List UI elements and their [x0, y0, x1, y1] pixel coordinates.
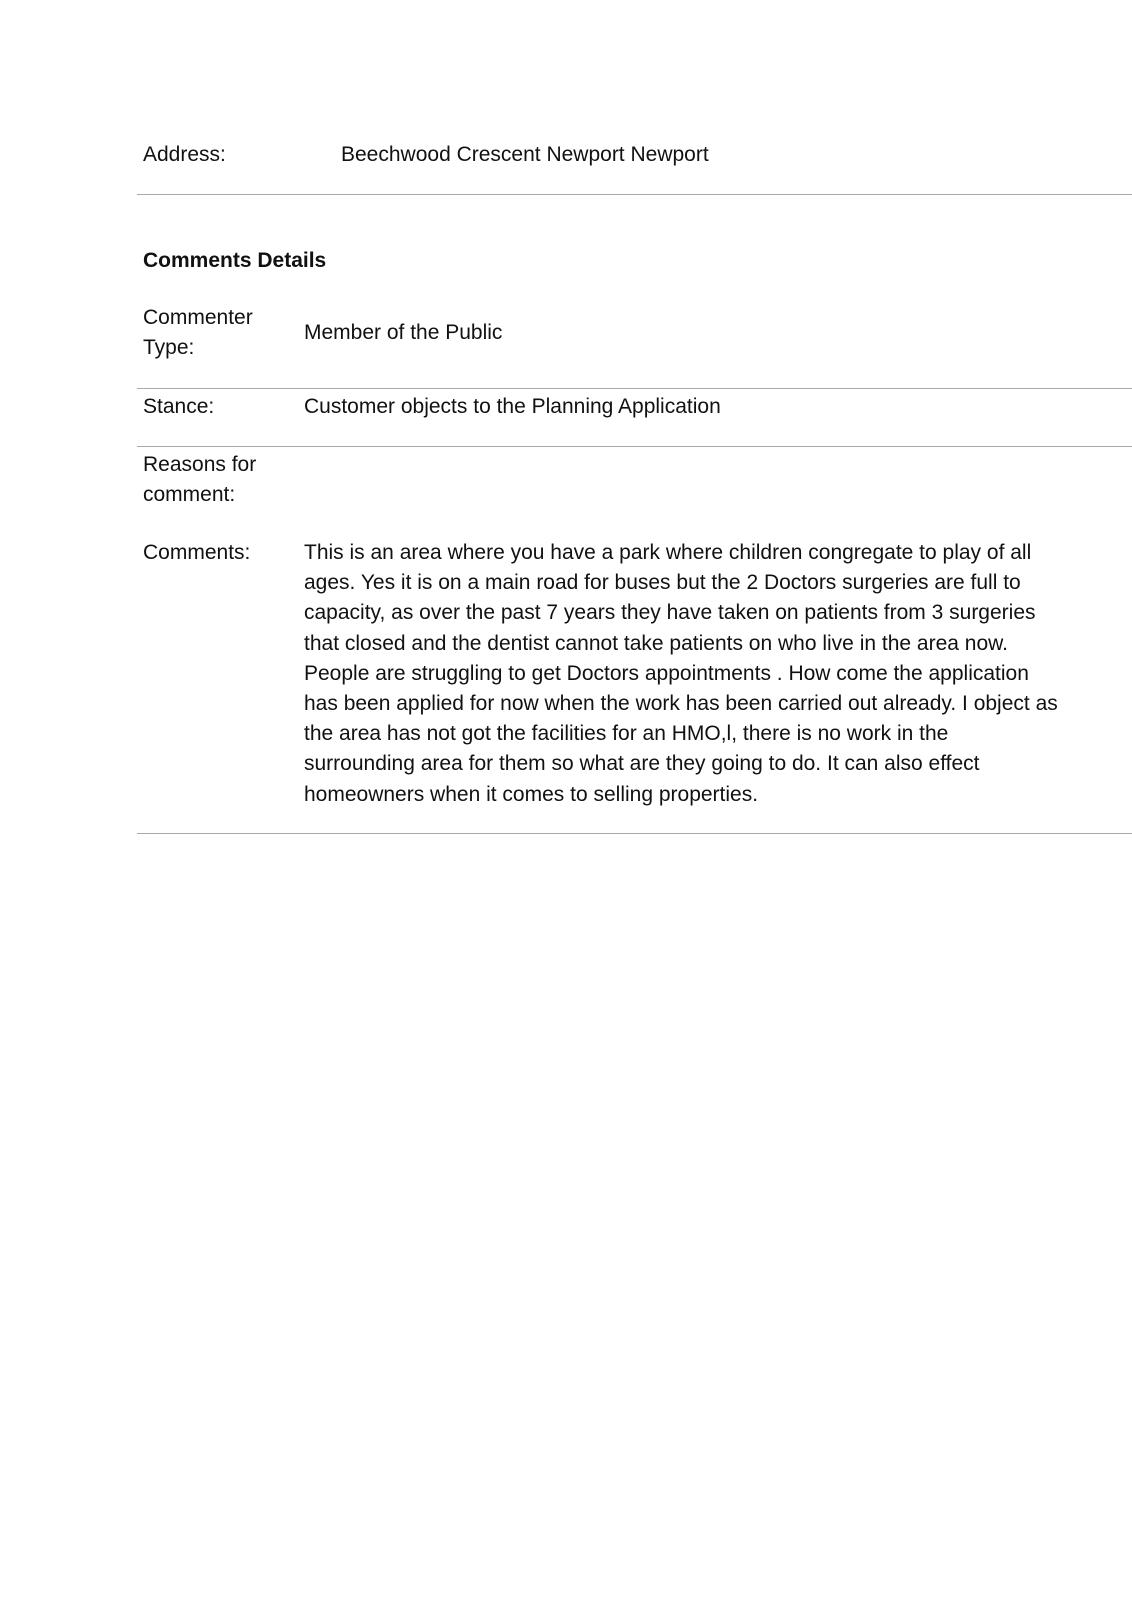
divider [137, 388, 1132, 389]
reasons-label-line1: Reasons for [143, 453, 257, 476]
commenter-type-label [143, 303, 253, 363]
reasons-label-line2: comment: [143, 483, 236, 506]
comment-line: that closed and the dentist cannot take patients on who live in the area now. [304, 631, 1008, 655]
comment-line: People are struggling to get Doctors appointments . How come the application [304, 661, 1029, 685]
comment-line: capacity, as over the past 7 years they have taken on patients from 3 surgeries [304, 601, 1036, 625]
comments-body [304, 538, 1132, 810]
comment-line: the area has not got the facilities for an HMO,l, there is no work in the [304, 722, 949, 746]
comment-line: ages. Yes it is on a main road for buses but the 2 Doctors surgeries are full to [304, 571, 1021, 595]
divider [137, 446, 1132, 447]
stance-value: Customer objects to the Planning Application [304, 395, 721, 418]
stance-label: Stance: [143, 395, 215, 418]
comment-line: has been applied for now when the work has been carried out already. I object as [304, 692, 1058, 716]
comment-line: This is an area where you have a park where children congregate to play of all [304, 541, 1032, 564]
address-label: Address: [143, 143, 226, 166]
commenter-type-label-line1: Commenter [143, 306, 253, 329]
comment-line: homeowners when it comes to selling properties. [304, 782, 759, 806]
address-value: Beechwood Crescent Newport Newport [341, 143, 709, 166]
divider [137, 194, 1132, 195]
comment-line: surrounding area for them so what are they going to do. It can also effect [304, 752, 980, 776]
divider [137, 833, 1132, 834]
commenter-type-label-line2: Type: [143, 336, 195, 359]
reasons-label [143, 450, 256, 510]
commenter-type-value: Member of the Public [304, 321, 503, 344]
section-heading: Comments Details [143, 249, 327, 272]
comments-label: Comments: [143, 541, 251, 564]
